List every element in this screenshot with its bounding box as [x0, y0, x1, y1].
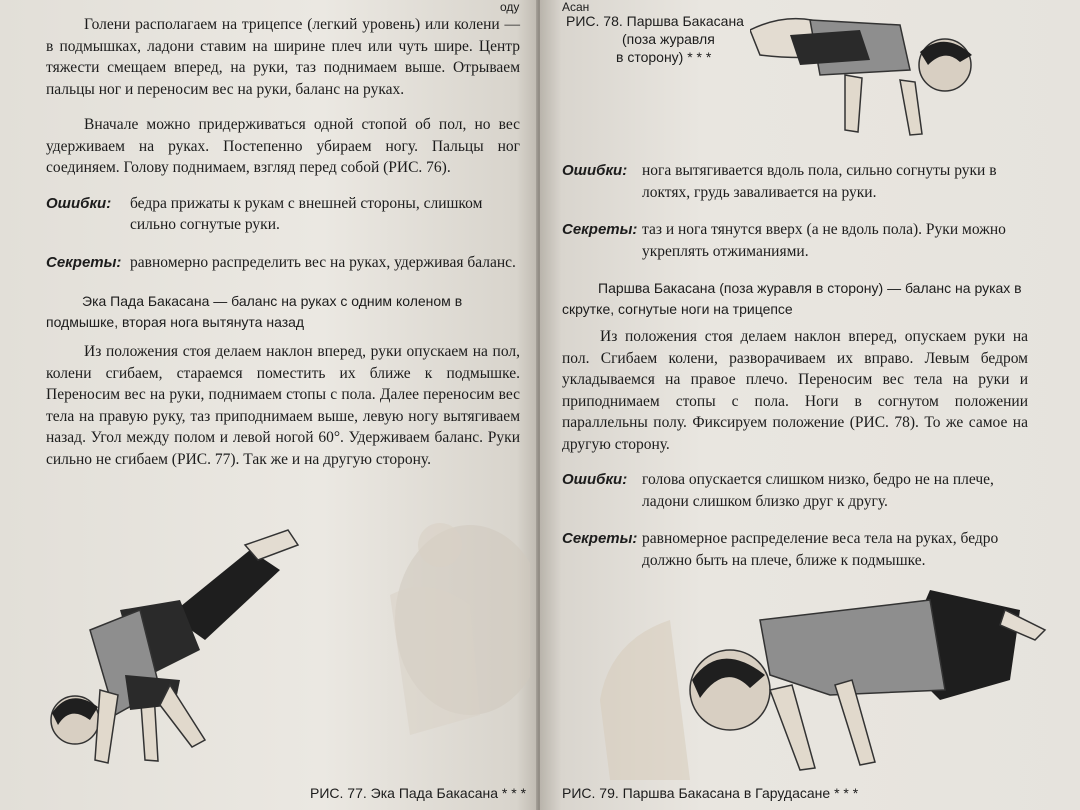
right-header-fragment: Асан: [562, 0, 590, 14]
left-errors-text: бедра прижаты к рукам с внешней стороны, слишком сильно согнутые руки.: [130, 194, 483, 233]
figure-79-caption: РИС. 79. Паршва Бакасана в Гарудасане * * *: [562, 785, 859, 801]
right-errors-label-1: Ошибки:: [562, 162, 628, 179]
left-errors-row: [46, 193, 520, 236]
right-secrets-text-1: таз и нога тянутся вверх (а не вдоль пола). Руки можно укреплять отжиманиями.: [642, 221, 1006, 260]
right-errors-text-1: нога вытягивается вдоль пола, сильно согнуты руки в локтях, грудь заваливается на руки.: [642, 162, 997, 201]
figure-78-caption-line-2: (поза журавля: [622, 31, 715, 47]
right-page: [540, 0, 1080, 810]
right-errors-text-2: голова опускается слишком низко, бедро не на плече, ладони слишком близко друг к другу.: [642, 471, 994, 510]
left-para-1: Голени располагаем на трицепсе (легкий уровень) или колени — в подмышках, ладони ставим на ширине плеч или чуть шире. Центр тяжести смещаем вперед, на руки, таз поднимаем выше. Отрываем пальцы ног и переносим вес на руки, баланс на руках.: [46, 16, 520, 98]
right-secrets-label-1: Секреты:: [562, 221, 638, 238]
left-para-2: Вначале можно придерживаться одной стопой об пол, но вес удерживаем на руках. Постепенно убираем ногу. Пальцы ног соединяем. Голову поднимаем, взгляд перед собой (РИС. 76).: [46, 116, 520, 176]
figure-77-caption: РИС. 77. Эка Пада Бакасана * * *: [310, 785, 527, 801]
figure-78-caption-line-1: РИС. 78. Паршва Бакасана: [566, 13, 744, 29]
figure-79-illustration: [600, 580, 1070, 790]
figure-78-caption: [566, 12, 746, 66]
right-secrets-row-2: [562, 528, 1028, 571]
left-secrets-text: равномерно распределить вес на руках, удерживая баланс.: [130, 253, 516, 271]
figure-78-caption-line-3: в сторону) * * *: [616, 49, 712, 65]
left-secrets-label: Секреты:: [46, 253, 122, 271]
figure-77-illustration: [30, 515, 530, 795]
right-errors-row-2: [562, 469, 1028, 512]
right-para-1: Из положения стоя делаем наклон вперед, опускаем руки на пол. Сгибаем колени, разворачиваем их вправо. Левым бедром укладываемся на правое плечо. Переносим вес тела на руки и приподнимаем стопы с пола. Ноги в согнутом положении параллельны полу. Фиксируем положение (РИС. 78). То же самое на другую сторону.: [562, 328, 1028, 453]
right-section-heading: Паршва Бакасана (поза журавля в сторону) — баланс на руках в скрутке, согнутые ноги на трицепсе: [562, 280, 1022, 317]
right-secrets-label-2: Секреты:: [562, 530, 638, 547]
right-secrets-text-2: равномерное распределение веса тела на руках, бедро должно быть на плече, ближе к подмышке.: [642, 530, 999, 569]
right-errors-label-2: Ошибки:: [562, 471, 628, 488]
left-page: [0, 0, 538, 810]
right-secrets-row-1: [562, 219, 1028, 262]
right-errors-row-1: [562, 160, 1028, 203]
left-errors-label: Ошибки:: [46, 194, 112, 212]
left-section-heading: Эка Пада Бакасана — баланс на руках с одним коленом в подмышке, вторая нога вытянута назад: [46, 293, 463, 330]
left-secrets-row: [46, 252, 520, 274]
figure-78-illustration: [750, 0, 1010, 150]
left-para-3: Из положения стоя делаем наклон вперед, руки опускаем на пол, колени сгибаем, стараемся поместить их ближе к подмышке. Переносим вес на руки, поднимаем стопы с пола. Далее переносим вес тела на правую руку, таз приподнимаем выше, левую ногу вытягиваем назад. Угол между полом и левой ногой 60°. Удерживаем баланс. Руки сильно не сгибаем (РИС. 77). Так же и на другую сторону.: [46, 343, 520, 468]
left-header-fragment: оду: [500, 0, 520, 14]
